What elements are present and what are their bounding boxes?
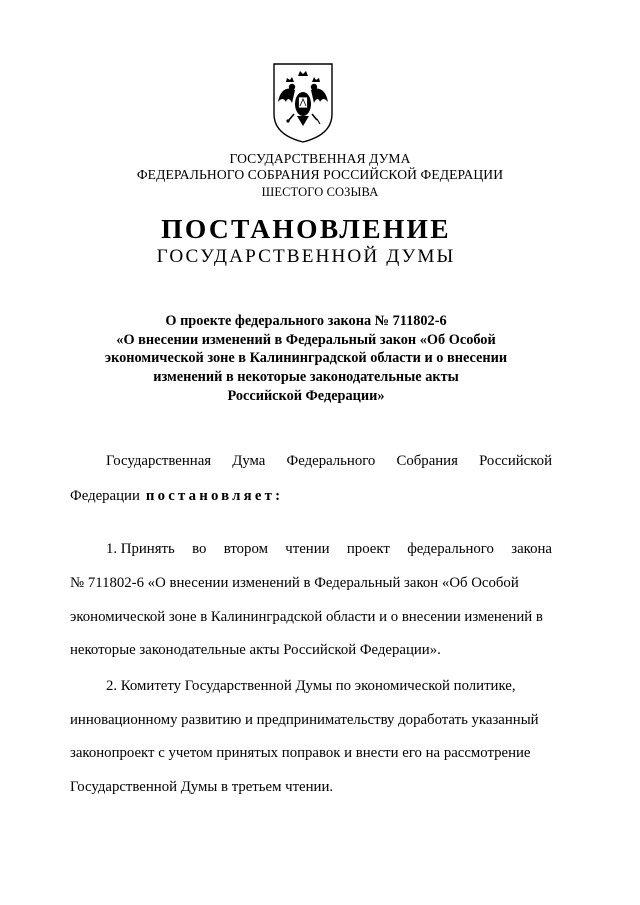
paragraph1-line2: № 711802-6 «О внесении изменений в Федеральный закон «Об Особой — [70, 575, 519, 591]
org-name-line1: ГОСУДАРСТВЕННАЯ ДУМА — [229, 151, 411, 166]
word: Федерального — [286, 453, 376, 469]
word: Государственная — [106, 453, 212, 469]
paragraph2-line1: 2. Комитету Государственной Думы по экономической политике, — [106, 678, 516, 694]
document-subtitle: ГОСУДАРСТВЕННОЙ ДУМЫ — [156, 246, 456, 267]
word: 1. Принять — [106, 541, 175, 557]
paragraph1-line3: экономической зоне в Калининградской области и о внесении изменений в — [70, 609, 543, 625]
paragraph1-line1 — [106, 540, 552, 558]
word: Федерации — [70, 488, 140, 504]
paragraph2-line3: законопроект с учетом принятых поправок и внести его на рассмотрение — [70, 745, 531, 761]
heading-line: «О внесении изменений в Федеральный закон «Об Особой — [116, 331, 496, 348]
word: во — [192, 541, 207, 557]
paragraph1-line4: некоторые законодательные акты Российской Федерации». — [70, 642, 441, 658]
heading-line: О проекте федерального закона № 711802-6 — [165, 313, 447, 329]
paragraph2-line2: инновационному развитию и предпринимательству доработать указанный — [70, 712, 539, 728]
heading-line: изменений в некоторые законодательные акты — [153, 369, 459, 386]
coat-of-arms-icon — [271, 62, 335, 144]
intro-line1 — [106, 452, 552, 470]
word: втором — [223, 541, 268, 557]
heading-line: экономической зоне в Калининградской области и о внесении — [104, 350, 508, 367]
paragraph2-line4: Государственной Думы в третьем чтении. — [70, 779, 334, 795]
resolves-verb: постановляет: — [145, 488, 284, 504]
word: чтении — [285, 541, 330, 557]
word: проект — [346, 541, 390, 557]
org-name-line2: ФЕДЕРАЛЬНОГО СОБРАНИЯ РОССИЙСКОЙ ФЕДЕРАЦИИ — [136, 167, 504, 182]
word: федерального — [407, 541, 494, 557]
word: Собрания — [396, 453, 458, 469]
intro-line2 — [70, 487, 552, 505]
document-title: ПОСТАНОВЛЕНИЕ — [161, 213, 451, 244]
resolution-heading — [0, 312, 612, 406]
convocation: ШЕСТОГО СОЗЫВА — [261, 185, 379, 199]
word: Дума — [232, 453, 266, 469]
heading-line: Российской Федерации» — [227, 387, 385, 404]
word: закона — [511, 541, 552, 557]
word: Российской — [479, 453, 552, 469]
